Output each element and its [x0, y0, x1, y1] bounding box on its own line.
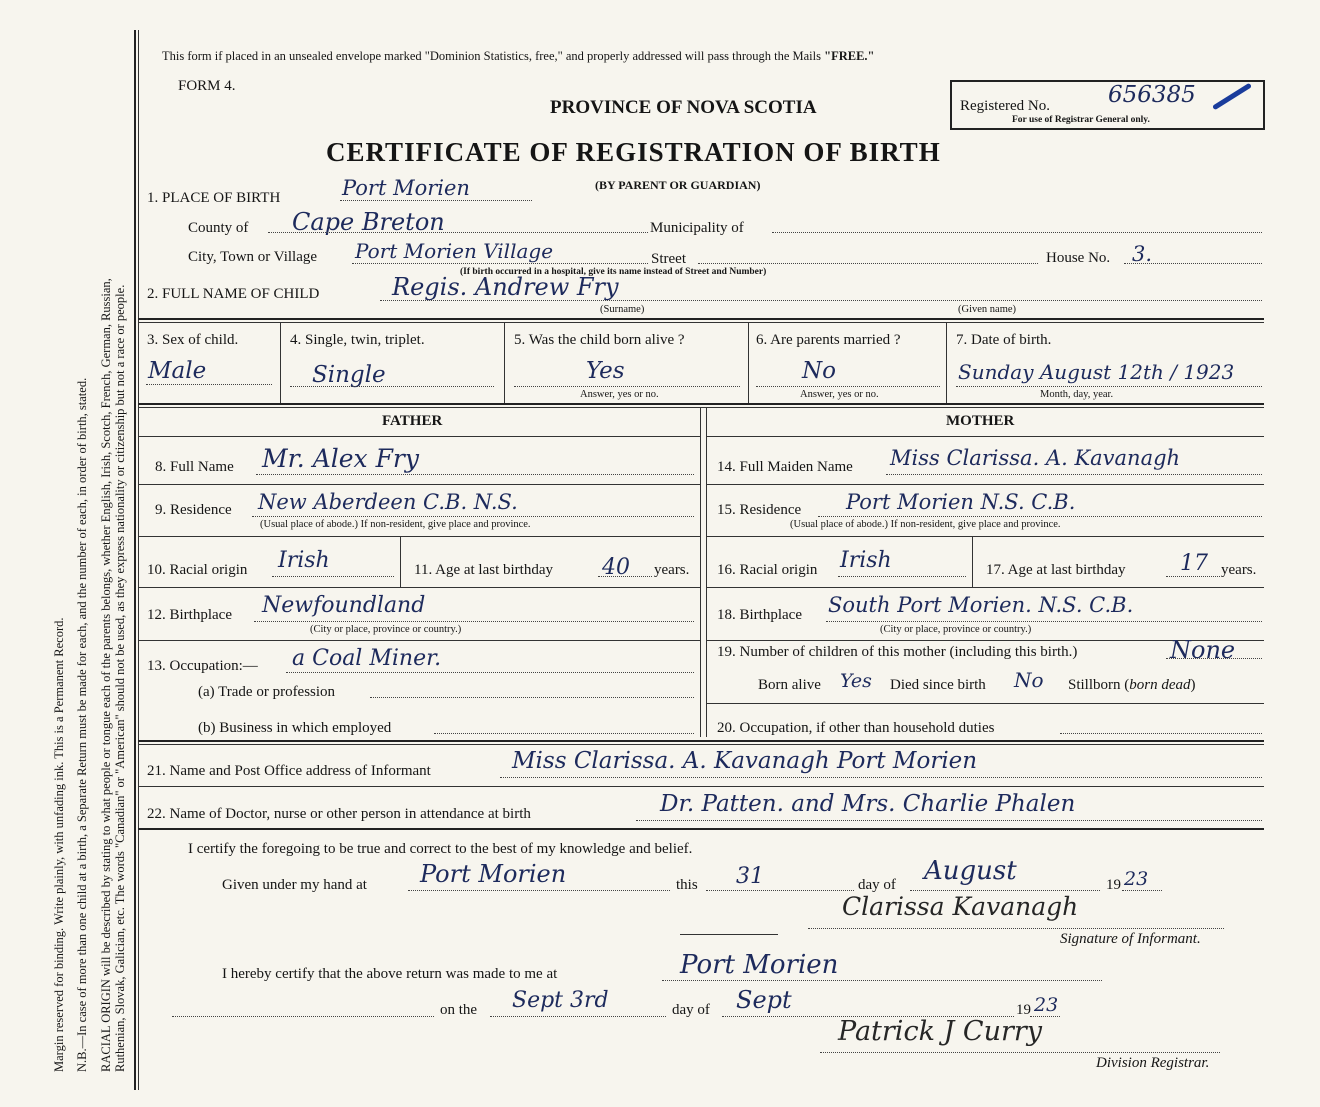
given-place-value: Port Morien: [420, 860, 567, 888]
margin-note-2: N.B.—In case of more than one child at a birth, a Separate Return must be made for each, and the number of each, in order of birth, stated.: [75, 377, 89, 1072]
registered-label: Registered No.: [960, 98, 1050, 114]
registration-day-value: Sept 3rd: [512, 988, 609, 1013]
margin-rule-inner: [138, 30, 139, 1090]
alive-answer-note: Answer, yes or no.: [580, 389, 659, 400]
day-of-label-2: day of: [672, 1002, 710, 1018]
father-name-label: 8. Full Name: [155, 459, 234, 475]
mother-name-label: 14. Full Maiden Name: [717, 459, 853, 475]
father-city-note: (City or place, province or country.): [310, 624, 462, 635]
form-number: FORM 4.: [178, 78, 236, 94]
city-label: City, Town or Village: [188, 249, 318, 265]
registered-note: For use of Registrar General only.: [1012, 115, 1150, 125]
city-value: Port Morien Village: [355, 239, 554, 263]
given-caption: (Given name): [958, 304, 1017, 315]
father-age-label: 11. Age at last birthday: [414, 562, 553, 578]
registered-number: 656385: [1108, 82, 1196, 108]
born-alive-value: Yes: [840, 670, 872, 692]
registrar-signature: Patrick J Curry: [838, 1016, 1043, 1047]
mother-heading: MOTHER: [946, 413, 1015, 429]
informant-signature-caption: Signature of Informant.: [1060, 931, 1201, 947]
father-racial-value: Irish: [278, 548, 330, 573]
father-residence-value: New Aberdeen C.B. N.S.: [258, 490, 518, 514]
year-prefix: 19: [1106, 877, 1121, 893]
informant-label: 21. Name and Post Office address of Informant: [147, 763, 431, 779]
day-of-label: day of: [858, 877, 896, 893]
father-abode-note: (Usual place of abode.) If non-resident, give place and province.: [260, 519, 531, 530]
place-value: Port Morien: [342, 176, 470, 200]
date-value: Sunday August 12th / 1923: [958, 360, 1235, 384]
mother-abode-note: (Usual place of abode.) If non-resident, give place and province.: [790, 519, 1061, 530]
registration-month-value: Sept: [736, 986, 792, 1014]
born-alive-label: Born alive: [758, 677, 821, 693]
single-label: 4. Single, twin, triplet.: [290, 332, 425, 348]
registered-box: [950, 80, 1265, 130]
mother-occupation-label: 20. Occupation, if other than household duties: [717, 720, 995, 736]
margin-note-1: Margin reserved for binding. Write plainly, with unfading ink. This is a Permanent Record.: [52, 617, 66, 1072]
occupation-value: a Coal Miner.: [292, 646, 442, 671]
house-value: 3.: [1132, 242, 1153, 266]
doctor-value: Dr. Patten. and Mrs. Charlie Phalen: [660, 791, 1076, 817]
mother-racial-value: Irish: [840, 548, 892, 573]
registration-place-value: Port Morien: [680, 950, 839, 980]
this-label: this: [676, 877, 698, 893]
margin-note-4: Ruthenian, Slovak, Galician, etc. The words "Canadian" or "American" should not be used, as they express nationality or citizenship but not a race or people.: [113, 284, 127, 1072]
municipality-label: Municipality of: [650, 220, 744, 236]
province-title: PROVINCE OF NOVA SCOTIA: [550, 97, 817, 118]
children-label: 19. Number of children of this mother (including this birth.): [717, 644, 1078, 660]
registration-year-value: 23: [1034, 994, 1059, 1016]
on-the-label: on the: [440, 1002, 478, 1018]
business-label: (b) Business in which employed: [198, 720, 392, 736]
postal-notice: This form if placed in an unsealed envelope marked "Dominion Statistics, free," and properly addressed will pass through the Mails "FREE.": [162, 49, 875, 63]
married-value: No: [802, 358, 836, 384]
hospital-note: (If birth occurred in a hospital, give its name instead of Street and Number): [460, 267, 767, 277]
mother-birthplace-label: 18. Birthplace: [717, 607, 802, 623]
certificate-title: CERTIFICATE OF REGISTRATION OF BIRTH: [326, 137, 941, 167]
mother-years: years.: [1221, 562, 1257, 578]
single-value: Single: [312, 362, 386, 388]
certify-text: I certify the foregoing to be true and correct to the best of my knowledge and belief.: [188, 841, 693, 857]
alive-label: 5. Was the child born alive ?: [514, 332, 685, 348]
sex-label: 3. Sex of child.: [147, 332, 239, 348]
trade-label: (a) Trade or profession: [198, 684, 336, 700]
child-name-value: Regis. Andrew Fry: [392, 273, 619, 301]
married-label: 6. Are parents married ?: [756, 332, 901, 348]
date-format-note: Month, day, year.: [1040, 389, 1114, 400]
house-label: House No.: [1046, 250, 1111, 266]
county-label: County of: [188, 220, 249, 236]
mother-name-value: Miss Clarissa. A. Kavanagh: [890, 446, 1181, 470]
alive-value: Yes: [586, 358, 625, 384]
mother-age-label: 17. Age at last birthday: [986, 562, 1126, 578]
surname-caption: (Surname): [600, 304, 645, 315]
given-month-value: August: [924, 856, 1017, 886]
father-racial-label: 10. Racial origin: [147, 562, 248, 578]
mother-residence-label: 15. Residence: [717, 502, 802, 518]
check-mark: [1212, 83, 1252, 111]
hereby-label: I hereby certify that the above return was made to me at: [222, 966, 558, 982]
given-day-value: 31: [736, 864, 764, 889]
doctor-label: 22. Name of Doctor, nurse or other person in attendance at birth: [147, 806, 531, 822]
mother-birthplace-value: South Port Morien. N.S. C.B.: [828, 593, 1134, 617]
father-birthplace-value: Newfoundland: [262, 593, 426, 618]
county-value: Cape Breton: [292, 208, 445, 236]
child-name-label: 2. FULL NAME OF CHILD: [147, 286, 320, 302]
year-prefix-2: 19: [1016, 1002, 1031, 1018]
certificate-subtitle: (BY PARENT OR GUARDIAN): [595, 178, 761, 192]
mother-age-value: 17: [1180, 551, 1208, 576]
died-value: No: [1014, 668, 1044, 692]
married-answer-note: Answer, yes or no.: [800, 389, 879, 400]
date-label: 7. Date of birth.: [956, 332, 1052, 348]
father-birthplace-label: 12. Birthplace: [147, 607, 232, 623]
given-hand-label: Given under my hand at: [222, 877, 367, 893]
father-residence-label: 9. Residence: [155, 502, 232, 518]
father-age-value: 40: [602, 555, 630, 580]
place-label: 1. PLACE OF BIRTH: [147, 190, 281, 206]
informant-value: Miss Clarissa. A. Kavanagh Port Morien: [512, 748, 978, 774]
stillborn-label: Stillborn (born dead): [1068, 677, 1196, 693]
father-heading: FATHER: [382, 413, 443, 429]
children-value: None: [1170, 636, 1236, 664]
died-label: Died since birth: [890, 677, 986, 693]
mother-city-note: (City or place, province or country.): [880, 624, 1032, 635]
sex-value: Male: [148, 358, 207, 384]
mother-residence-value: Port Morien N.S. C.B.: [846, 490, 1076, 514]
margin-rule: [134, 30, 136, 1090]
street-label: Street: [651, 251, 686, 267]
father-name-value: Mr. Alex Fry: [262, 444, 420, 473]
free-text: "FREE.": [824, 49, 875, 63]
father-years: years.: [654, 562, 690, 578]
mother-racial-label: 16. Racial origin: [717, 562, 818, 578]
informant-signature: Clarissa Kavanagh: [842, 892, 1079, 921]
occupation-label: 13. Occupation:—: [147, 658, 258, 674]
given-year-value: 23: [1124, 868, 1149, 890]
margin-note-3: RACIAL ORIGIN will be described by stating to what people or tongue each of the parents belongs, whether English, Irish, Scotch, French, German, Russian,: [99, 278, 113, 1072]
registrar-caption: Division Registrar.: [1096, 1055, 1210, 1071]
